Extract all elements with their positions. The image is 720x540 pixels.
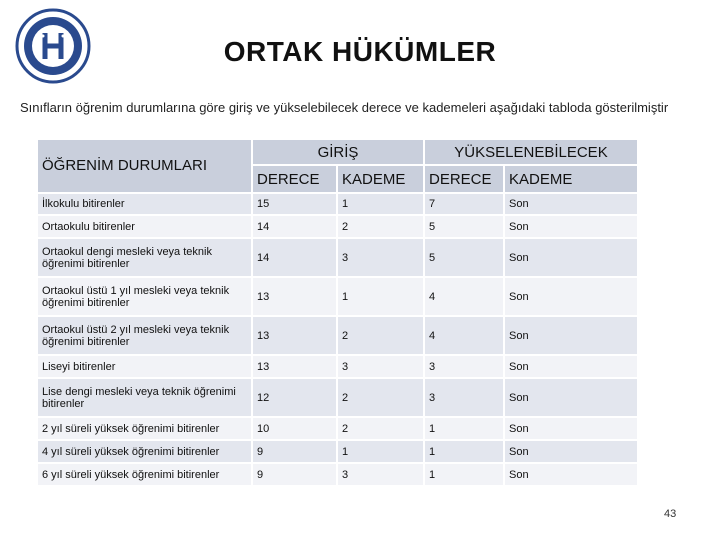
page-title: ORTAK HÜKÜMLER [223, 36, 497, 67]
table-row [37, 215, 638, 238]
header-education-status: ÖĞRENİM DURUMLARI [37, 139, 252, 193]
row-label: İlkokulu bitirenler [37, 193, 252, 215]
yuk-derece-cell: 4 [424, 316, 504, 355]
yuk-kademe-cell: Son [504, 215, 638, 238]
yuk-kademe-cell: Son [504, 238, 638, 277]
table-row [37, 417, 638, 440]
row-label: Ortaokulu bitirenler [37, 215, 252, 238]
row-label: 4 yıl süreli yüksek öğrenimi bitirenler [37, 440, 252, 463]
row-label: 2 yıl süreli yüksek öğrenimi bitirenler [37, 417, 252, 440]
intro-paragraph: Sınıfların öğrenim durumlarına göre giriş ve yükselebilecek derece ve kademeleri aşağıdaki tabloda gösterilmiştir [20, 100, 669, 115]
giris-derece-cell: 9 [252, 463, 337, 486]
yuk-derece-cell: 1 [424, 463, 504, 486]
header-yukselenebilecek: YÜKSELENEBİLECEK [424, 139, 638, 165]
giris-derece-cell: 14 [252, 238, 337, 277]
yuk-kademe-cell: Son [504, 316, 638, 355]
row-label: Liseyi bitirenler [37, 355, 252, 378]
giris-derece-cell: 9 [252, 440, 337, 463]
giris-kademe-cell: 3 [337, 355, 424, 378]
table-row [37, 277, 638, 316]
giris-kademe-cell: 2 [337, 417, 424, 440]
yuk-derece-cell: 5 [424, 215, 504, 238]
row-label: Lise dengi mesleki veya teknik öğrenimi bitirenler [37, 378, 252, 417]
yuk-kademe-cell: Son [504, 378, 638, 417]
row-label: Ortaokul dengi mesleki veya teknik öğrenimi bitirenler [37, 238, 252, 277]
yuk-derece-cell: 4 [424, 277, 504, 316]
table-row [37, 193, 638, 215]
giris-kademe-cell: 3 [337, 463, 424, 486]
table-row [37, 378, 638, 417]
giris-derece-cell: 14 [252, 215, 337, 238]
page-number: 43 [664, 508, 677, 520]
table-row [37, 316, 638, 355]
education-grade-table [36, 138, 639, 487]
giris-derece-cell: 13 [252, 355, 337, 378]
yuk-kademe-cell: Son [504, 440, 638, 463]
giris-kademe-cell: 3 [337, 238, 424, 277]
header-giris-kademe: KADEME [337, 165, 424, 193]
giris-kademe-cell: 1 [337, 277, 424, 316]
yuk-derece-cell: 3 [424, 355, 504, 378]
giris-derece-cell: 13 [252, 316, 337, 355]
row-label: Ortaokul üstü 1 yıl mesleki veya teknik öğrenimi bitirenler [37, 277, 252, 316]
table-row [37, 463, 638, 486]
header-yuk-derece: DERECE [424, 165, 504, 193]
yuk-derece-cell: 5 [424, 238, 504, 277]
yuk-derece-cell: 3 [424, 378, 504, 417]
yuk-kademe-cell: Son [504, 463, 638, 486]
yuk-kademe-cell: Son [504, 277, 638, 316]
table-row [37, 440, 638, 463]
yuk-derece-cell: 1 [424, 440, 504, 463]
yuk-derece-cell: 7 [424, 193, 504, 215]
yuk-kademe-cell: Son [504, 355, 638, 378]
yuk-kademe-cell: Son [504, 417, 638, 440]
row-label: 6 yıl süreli yüksek öğrenimi bitirenler [37, 463, 252, 486]
header-giris-derece: DERECE [252, 165, 337, 193]
giris-derece-cell: 13 [252, 277, 337, 316]
giris-kademe-cell: 2 [337, 215, 424, 238]
table-body [37, 193, 638, 486]
table-row [37, 355, 638, 378]
yuk-derece-cell: 1 [424, 417, 504, 440]
table-row [37, 238, 638, 277]
row-label: Ortaokul üstü 2 yıl mesleki veya teknik öğrenimi bitirenler [37, 316, 252, 355]
giris-kademe-cell: 1 [337, 440, 424, 463]
giris-derece-cell: 15 [252, 193, 337, 215]
header-giris: GİRİŞ [252, 139, 424, 165]
giris-derece-cell: 12 [252, 378, 337, 417]
giris-kademe-cell: 2 [337, 316, 424, 355]
giris-kademe-cell: 2 [337, 378, 424, 417]
yuk-kademe-cell: Son [504, 193, 638, 215]
giris-derece-cell: 10 [252, 417, 337, 440]
header-yuk-kademe: KADEME [504, 165, 638, 193]
giris-kademe-cell: 1 [337, 193, 424, 215]
